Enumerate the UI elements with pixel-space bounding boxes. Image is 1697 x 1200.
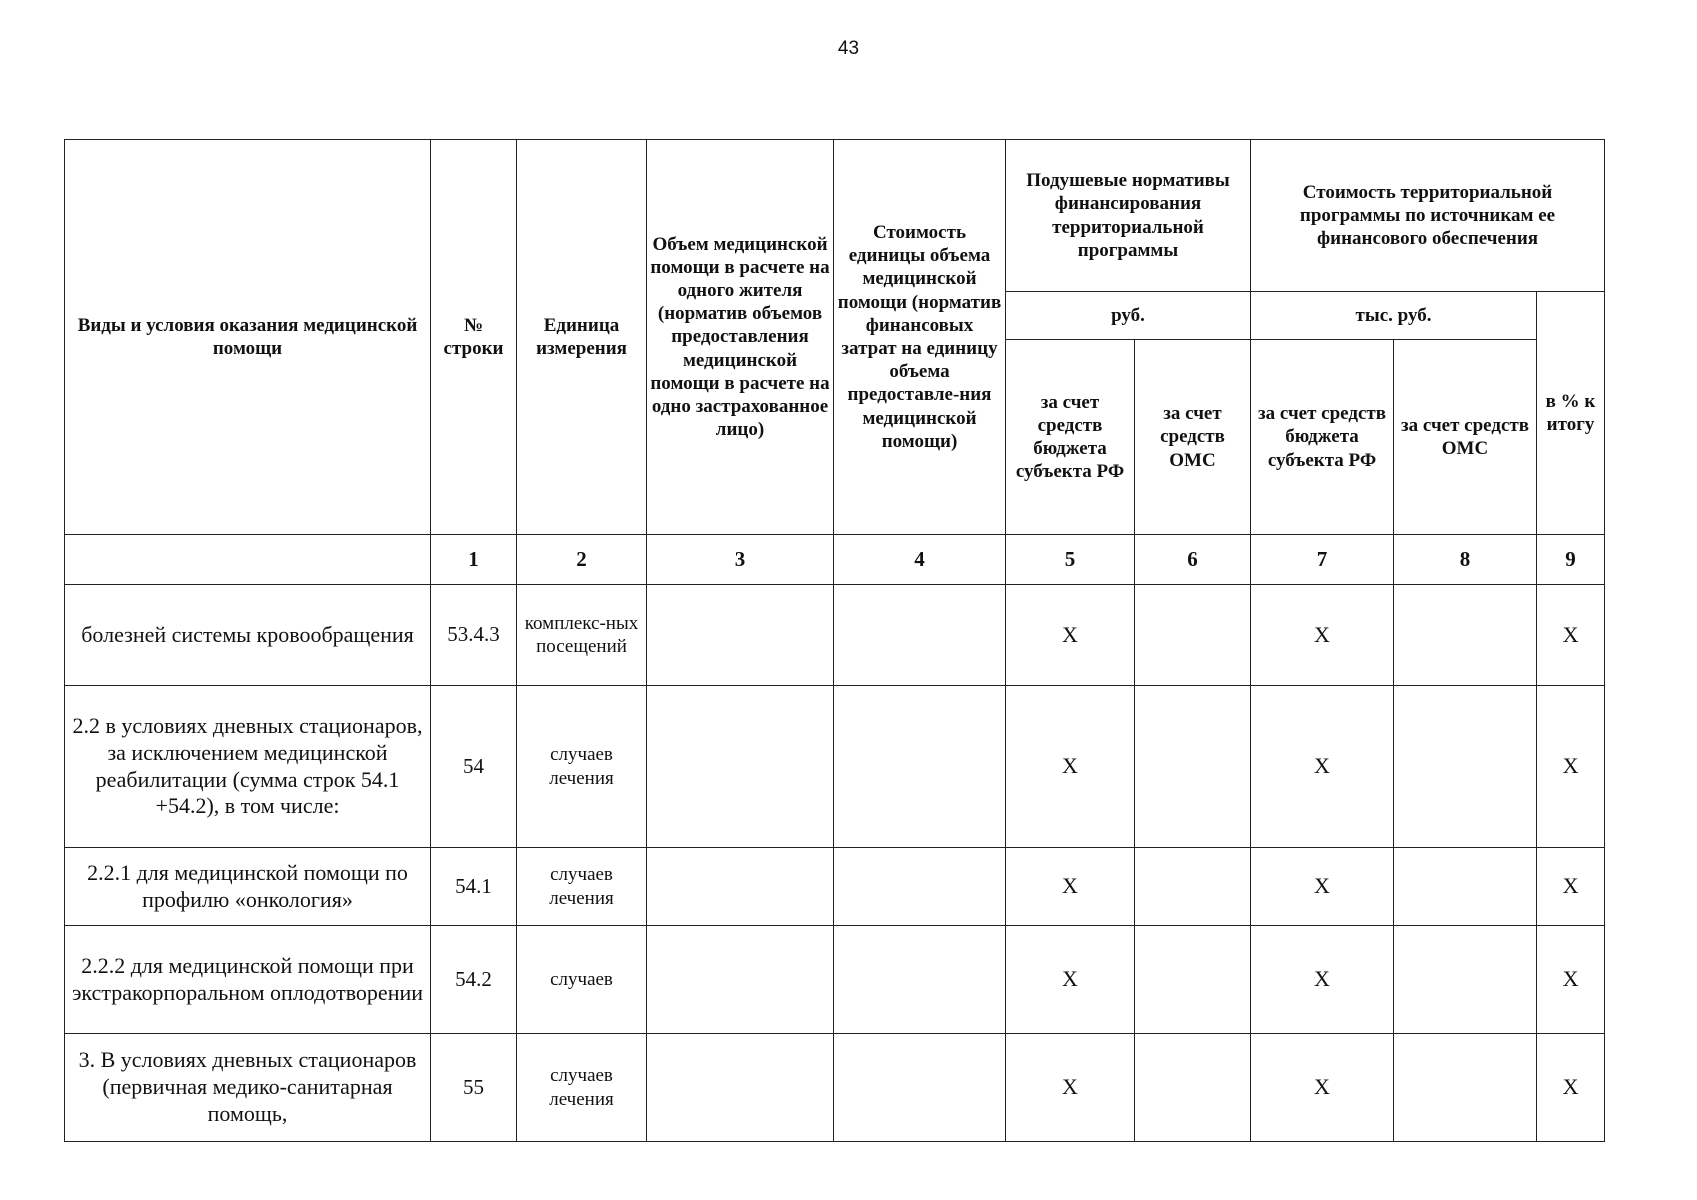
row-cell-6 (1135, 686, 1251, 848)
row-cell-6 (1135, 926, 1251, 1034)
row-unit: комплекс-ных посещений (517, 585, 647, 686)
row-cell-3 (647, 686, 834, 848)
header-volume: Объем медицинской помощи в расчете на одного жителя (норматив объемов предоставления медицинской помощи в расчете на одно застрахованное лицо) (647, 140, 834, 535)
table-row (65, 848, 1605, 926)
table-row (65, 1034, 1605, 1142)
row-label: 2.2 в условиях дневных стационаров, за исключением медицинской реабилитации (сумма строк 54.1 +54.2), в том числе: (65, 686, 431, 848)
table-row (65, 585, 1605, 686)
header-oms-2: за счет средств ОМС (1394, 340, 1537, 535)
row-label: 3. В условиях дневных стационаров (первичная медико-санитарная помощь, (65, 1034, 431, 1142)
row-cell-8 (1394, 926, 1537, 1034)
header-thousand-rub: тыс. руб. (1251, 292, 1537, 340)
row-cell-8 (1394, 848, 1537, 926)
row-cell-4 (834, 926, 1006, 1034)
header-territorial-cost: Стоимость территориальной программы по источникам ее финансового обеспечения (1251, 140, 1605, 292)
row-number: 53.4.3 (431, 585, 517, 686)
column-number: 8 (1394, 535, 1537, 585)
header-row-number: № строки (431, 140, 517, 535)
row-cell-4 (834, 848, 1006, 926)
row-number: 55 (431, 1034, 517, 1142)
header-rub: руб. (1006, 292, 1251, 340)
financing-table (64, 139, 1605, 1142)
header-budget-rf-1: за счет средств бюджета субъекта РФ (1006, 340, 1135, 535)
row-cell-5: X (1006, 686, 1135, 848)
header-types-of-care: Виды и условия оказания медицинской помощи (65, 140, 431, 535)
row-cell-5: X (1006, 585, 1135, 686)
row-cell-7: X (1251, 686, 1394, 848)
row-cell-8 (1394, 585, 1537, 686)
row-cell-7: X (1251, 1034, 1394, 1142)
row-label: 2.2.1 для медицинской помощи по профилю «онкология» (65, 848, 431, 926)
header-oms-1: за счет средств ОМС (1135, 340, 1251, 535)
row-cell-4 (834, 1034, 1006, 1142)
row-cell-9: X (1537, 848, 1605, 926)
row-unit: случаев лечения (517, 848, 647, 926)
row-cell-9: X (1537, 585, 1605, 686)
table-row (65, 686, 1605, 848)
row-number: 54.2 (431, 926, 517, 1034)
column-number: 5 (1006, 535, 1135, 585)
row-cell-4 (834, 585, 1006, 686)
header-percent: в % к итогу (1537, 292, 1605, 535)
header-unit-cost: Стоимость единицы объема медицинской помощи (норматив финансовых затрат на единицу объема предоставле-ния медицинской помощи) (834, 140, 1006, 535)
row-number: 54 (431, 686, 517, 848)
column-number: 9 (1537, 535, 1605, 585)
row-cell-8 (1394, 1034, 1537, 1142)
header-budget-rf-2: за счет средств бюджета субъекта РФ (1251, 340, 1394, 535)
row-cell-6 (1135, 1034, 1251, 1142)
header-unit: Единица измерения (517, 140, 647, 535)
row-cell-8 (1394, 686, 1537, 848)
row-number: 54.1 (431, 848, 517, 926)
row-unit: случаев лечения (517, 1034, 647, 1142)
column-number: 1 (431, 535, 517, 585)
table-row (65, 926, 1605, 1034)
column-number: 6 (1135, 535, 1251, 585)
row-cell-9: X (1537, 686, 1605, 848)
header-per-capita: Подушевые нормативы финансирования территориальной программы (1006, 140, 1251, 292)
row-cell-7: X (1251, 585, 1394, 686)
row-label: 2.2.2 для медицинской помощи при экстракорпоральном оплодотворении (65, 926, 431, 1034)
column-number: 7 (1251, 535, 1394, 585)
row-unit: случаев лечения (517, 686, 647, 848)
page-number: 43 (837, 38, 860, 59)
row-cell-3 (647, 585, 834, 686)
row-cell-9: X (1537, 1034, 1605, 1142)
column-number-blank (65, 535, 431, 585)
column-number: 4 (834, 535, 1006, 585)
row-label: болезней системы кровообращения (65, 585, 431, 686)
column-number: 2 (517, 535, 647, 585)
row-cell-5: X (1006, 1034, 1135, 1142)
row-cell-9: X (1537, 926, 1605, 1034)
row-cell-3 (647, 926, 834, 1034)
row-cell-7: X (1251, 848, 1394, 926)
row-cell-5: X (1006, 848, 1135, 926)
row-cell-7: X (1251, 926, 1394, 1034)
column-number: 3 (647, 535, 834, 585)
row-cell-6 (1135, 585, 1251, 686)
row-cell-4 (834, 686, 1006, 848)
row-cell-3 (647, 1034, 834, 1142)
row-cell-6 (1135, 848, 1251, 926)
row-cell-3 (647, 848, 834, 926)
row-cell-5: X (1006, 926, 1135, 1034)
row-unit: случаев (517, 926, 647, 1034)
